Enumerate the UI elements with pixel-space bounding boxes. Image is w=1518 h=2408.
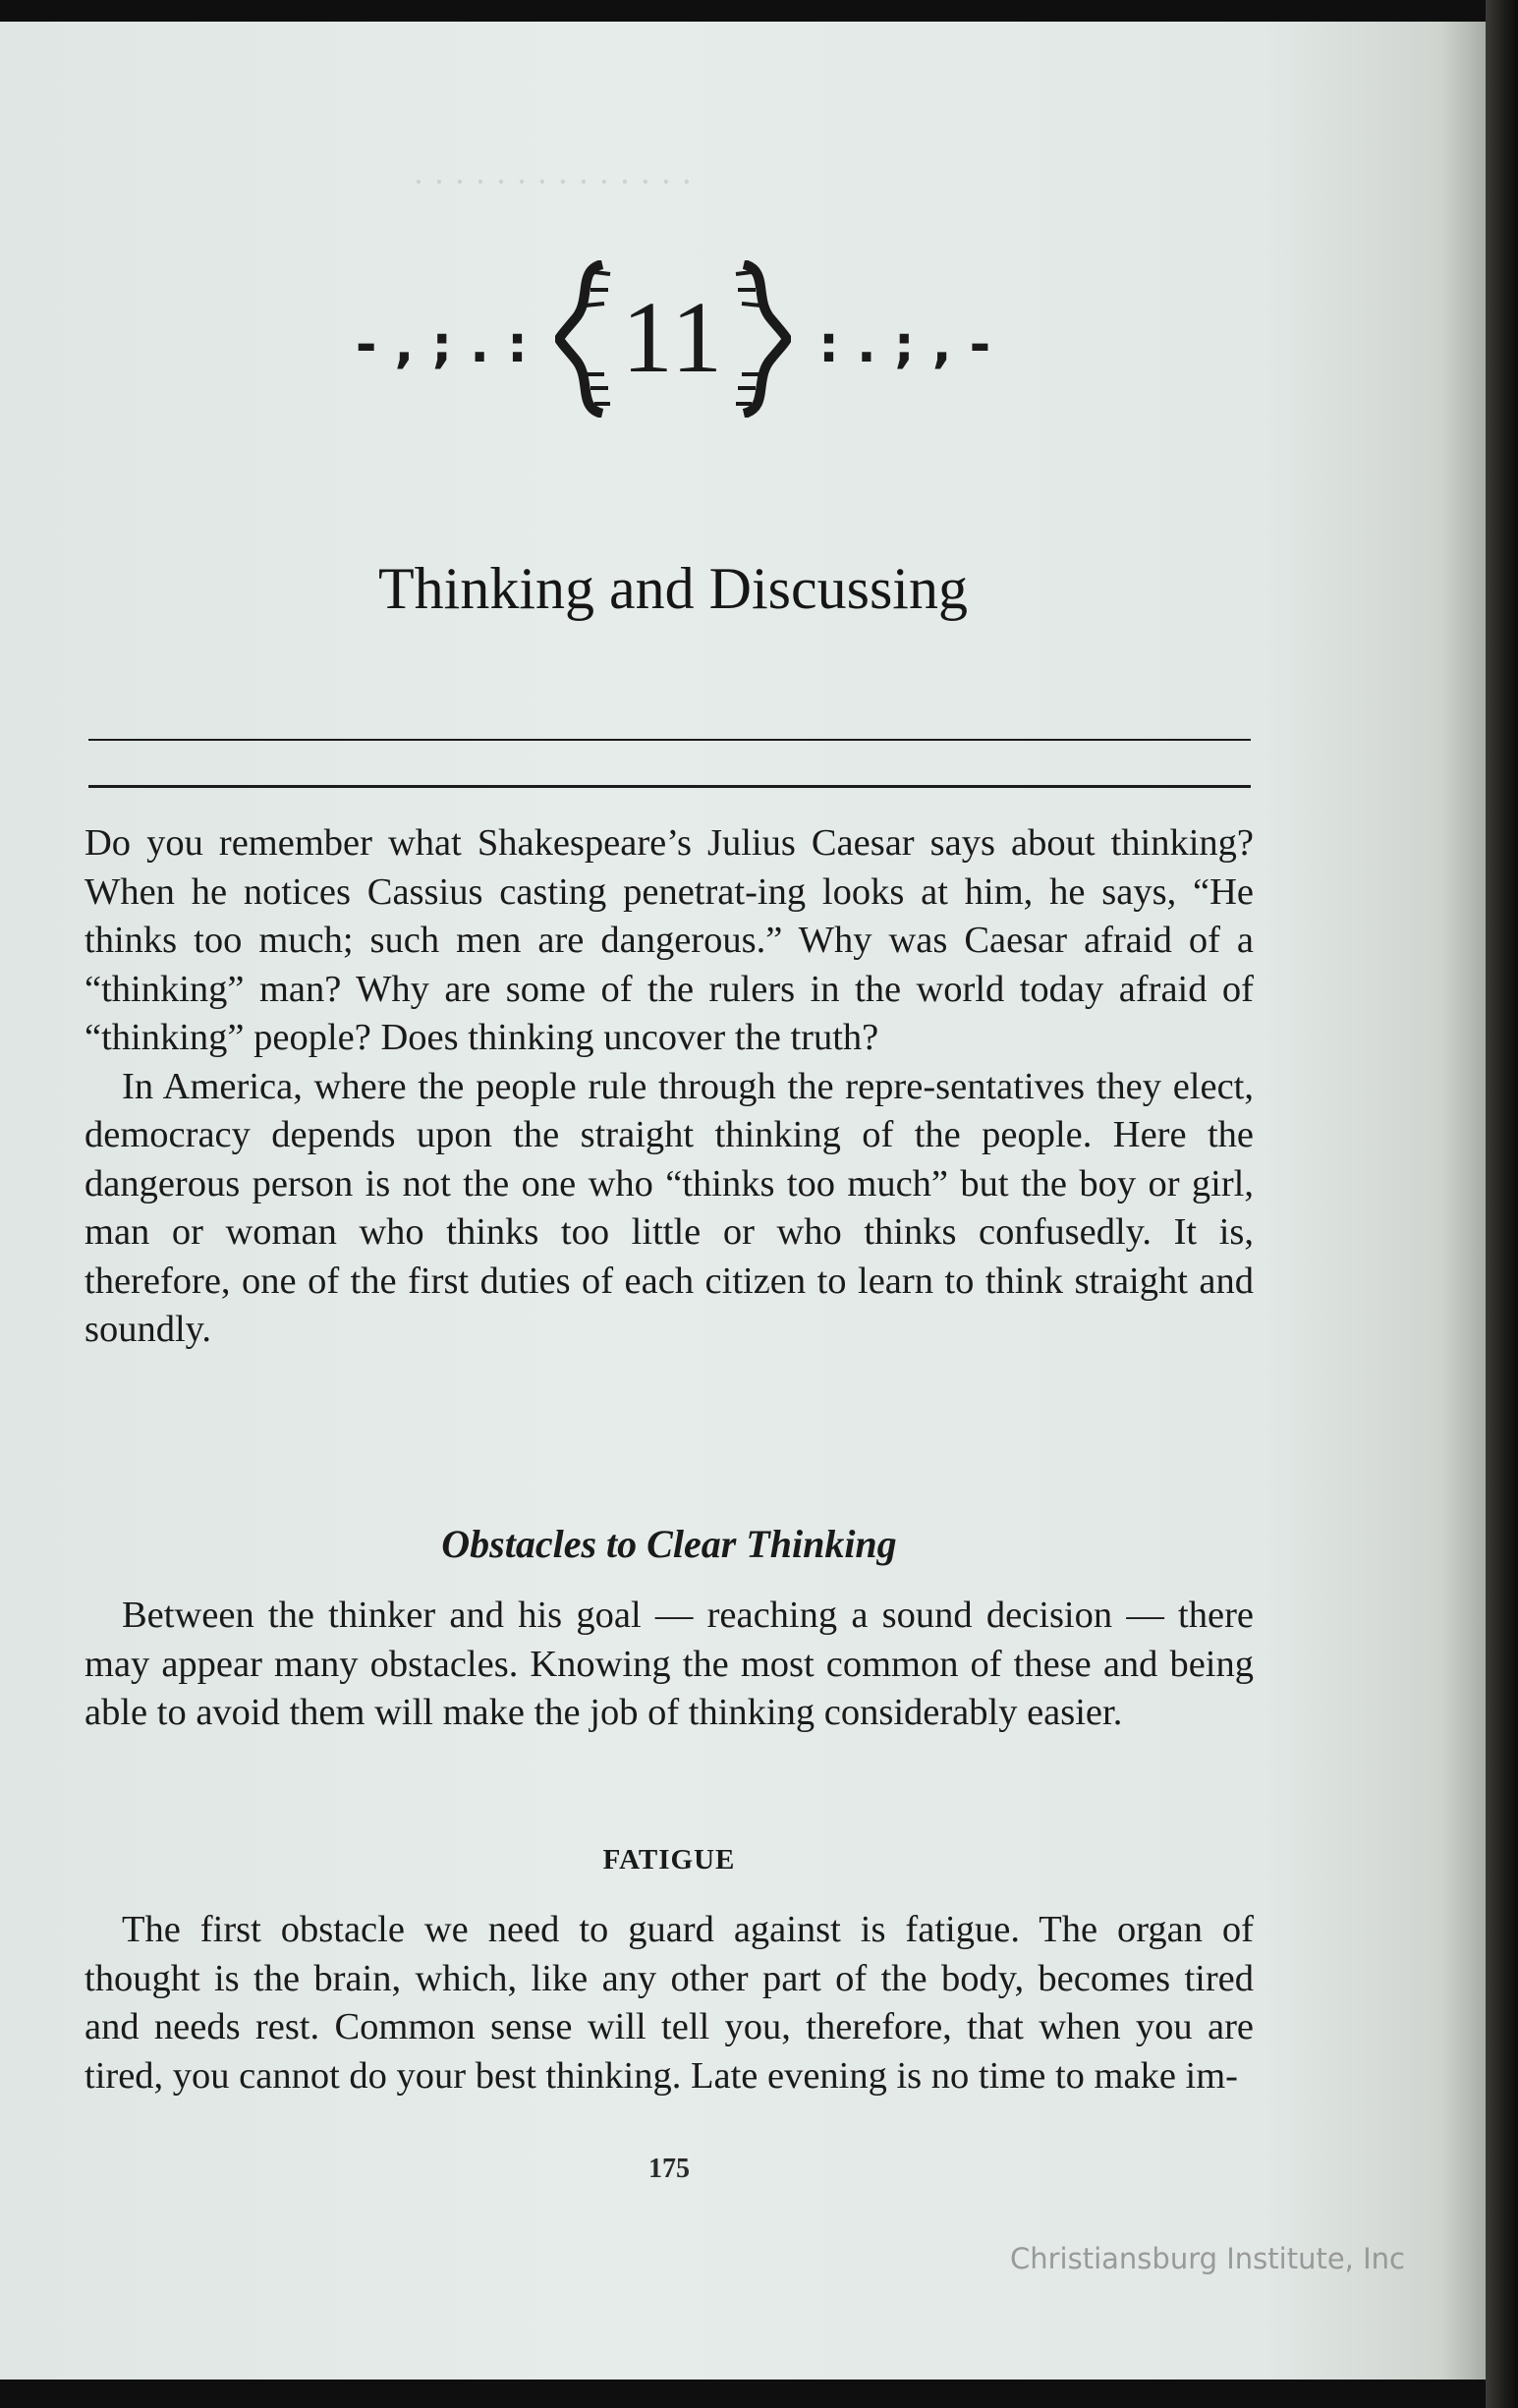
right-brace-icon	[732, 260, 791, 418]
section-paragraph: Between the thinker and his goal — reaching a sound decision — there may appear many obstacles. Knowing the most common of these and being able to avoid them will make the job of thinking considerably easier.	[84, 1595, 1254, 1733]
title-rule-top	[88, 739, 1251, 741]
section-text	[84, 1592, 1254, 1738]
show-through-text: · · · · · · · · · · · · · ·	[413, 162, 693, 201]
intro-paragraph-1: Do you remember what Shakespeare’s Julius Caesar says about thinking? When he notices Cassius casting penetrat-ing looks at him, he says, “He thinks too much; such men are dangerous.” Why was Caesar afraid of a “thinking” man? Why are some of the rulers in the world today afraid of “thinking” people? Does thinking uncover the truth?	[84, 822, 1254, 1058]
fatigue-paragraph: The first obstacle we need to guard against is fatigue. The organ of thought is the brain, which, like any other part of the body, becomes tired and needs rest. Common sense will tell you, therefore, that when you are tired, you cannot do your best thinking. Late evening is no time to make im-	[84, 1909, 1254, 2097]
ornament-left: - , ; . :	[355, 315, 528, 374]
book-page	[0, 22, 1486, 2380]
title-rule-bottom	[88, 785, 1251, 788]
fatigue-heading: FATIGUE	[602, 1844, 736, 1876]
left-brace-icon	[555, 260, 614, 418]
intro-paragraph-2: In America, where the people rule through the repre-sentatives they elect, democracy depends upon the straight thinking of the people. Here the dangerous person is not the one who “thinks too much” but the boy or girl, man or woman who thinks too little or who thinks confusedly. It is, therefore, one of the first duties of each citizen to learn to think straight and soundly.	[84, 1065, 1254, 1350]
chapter-title: Thinking and Discussing	[378, 556, 968, 621]
intro-text	[84, 819, 1254, 1355]
section-heading: Obstacles to Clear Thinking	[441, 1522, 897, 1566]
watermark: Christiansburg Institute, Inc	[1010, 2242, 1405, 2275]
page-number: 175	[648, 2154, 690, 2184]
chapter-ornament	[88, 246, 1258, 432]
chapter-number: 11	[621, 280, 725, 394]
book-spine-edge	[1486, 0, 1518, 2408]
fatigue-text	[84, 1906, 1254, 2100]
ornament-right: : . ; , -	[818, 315, 991, 374]
